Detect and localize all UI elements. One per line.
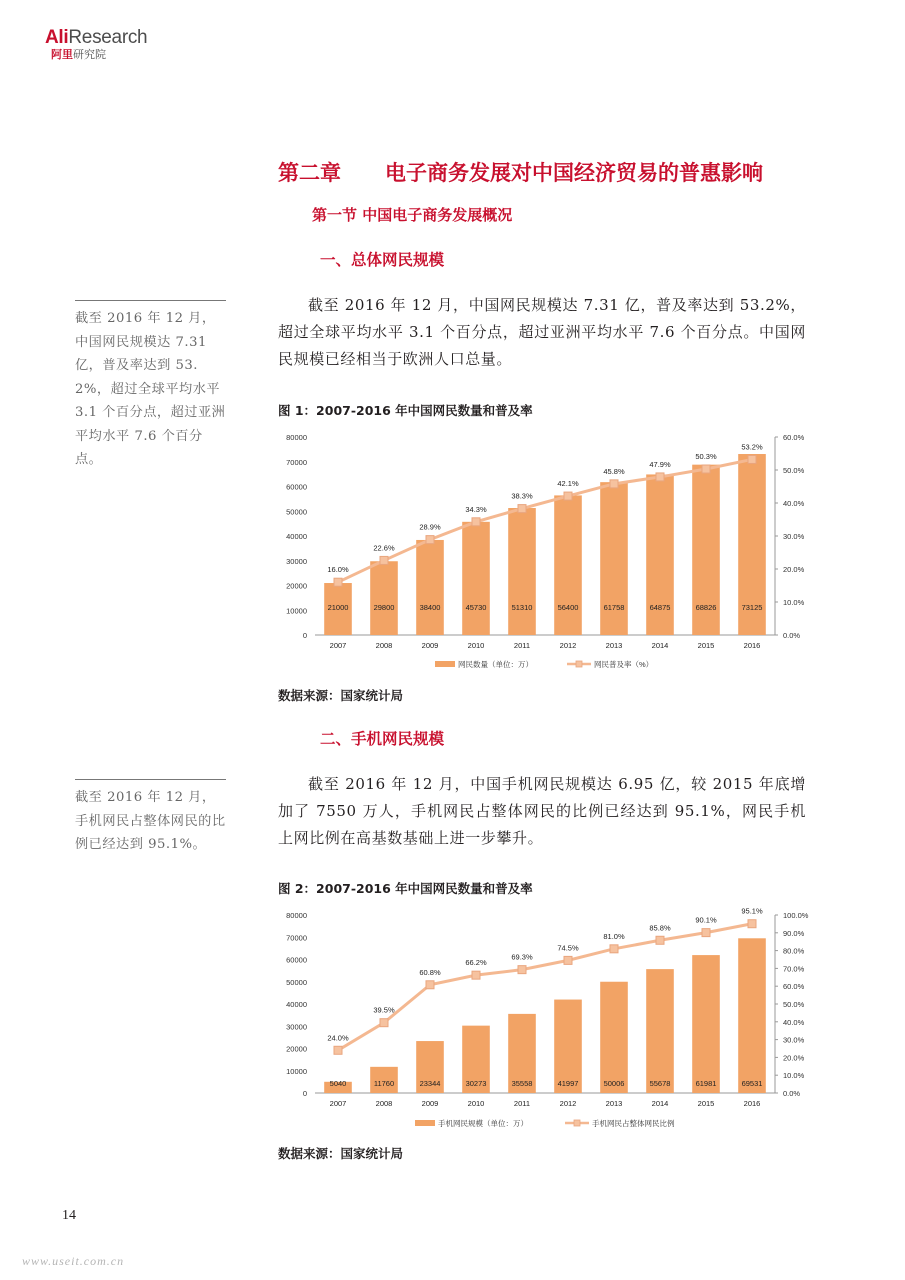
line-marker <box>518 505 526 513</box>
bar <box>600 982 628 1093</box>
bar <box>600 482 628 635</box>
y2-tick-label: 60.0% <box>783 982 805 992</box>
y2-tick-label: 0.0% <box>783 1089 801 1098</box>
y-tick-label: 0 <box>302 631 307 640</box>
y-tick-label: 50000 <box>286 977 307 987</box>
x-tick-label: 2015 <box>697 641 715 650</box>
line-value-label: 22.6% <box>373 543 395 553</box>
y2-tick-label: 40.0% <box>783 499 805 508</box>
y-tick-label: 50000 <box>286 507 307 517</box>
sidenote-1: 截至 2016 年 12 月，中国网民规模达 7.31 亿，普及率达到 53.2%，超过全球平均水平 3.1 个百分点，超过亚洲平均水平 7.6 个百分点。 <box>75 300 226 472</box>
logo-cn-gray: 研究院 <box>73 48 106 61</box>
x-tick-label: 2015 <box>697 1099 715 1108</box>
line-marker <box>380 1019 388 1027</box>
x-tick-label: 2007 <box>329 641 347 650</box>
chart-mobile-netizens <box>275 903 815 1135</box>
line-marker <box>702 465 710 473</box>
x-tick-label: 2016 <box>743 641 761 650</box>
bar <box>370 561 398 635</box>
bar-value-label: 55678 <box>649 1079 671 1088</box>
source-note-2: 数据来源：国家统计局 <box>278 1146 404 1161</box>
line-value-label: 60.8% <box>419 967 441 977</box>
y-tick-label: 10000 <box>286 606 307 616</box>
sidenote-2: 截至 2016 年 12 月，手机网民占整体网民的比例已经达到 95.1%。 <box>75 779 226 857</box>
line-value-label: 74.5% <box>557 943 579 953</box>
bar-value-label: 68826 <box>695 603 717 612</box>
bar-value-label: 64875 <box>649 603 671 612</box>
line-value-label: 24.0% <box>327 1033 349 1043</box>
bar-value-label: 29800 <box>373 603 395 612</box>
line-marker <box>426 536 434 544</box>
y-tick-label: 60000 <box>286 482 307 492</box>
chapter-heading <box>278 157 763 187</box>
y2-tick-label: 40.0% <box>783 1017 805 1027</box>
source-note-1: 数据来源：国家统计局 <box>278 688 404 703</box>
bar-value-label: 23344 <box>419 1079 441 1088</box>
bar-value-label: 61758 <box>603 603 625 612</box>
line-value-label: 47.9% <box>649 459 671 469</box>
figure-1-caption: 图 1：2007-2016 年中国网民数量和普及率 <box>278 403 533 418</box>
y2-tick-label: 0.0% <box>783 631 801 640</box>
bar-value-label: 21000 <box>327 603 349 612</box>
y-tick-label: 60000 <box>286 955 307 965</box>
y-tick-label: 20000 <box>286 1044 307 1054</box>
bar <box>554 495 582 635</box>
x-tick-label: 2013 <box>605 641 623 650</box>
legend-line-label: 手机网民占整体网民比例 <box>592 1119 675 1128</box>
bar <box>416 540 444 635</box>
bar-value-label: 61981 <box>695 1079 717 1088</box>
line-marker <box>472 518 480 526</box>
subheading-mobile-netizens: 二、手机网民规模 <box>320 730 445 748</box>
logo-ali-text: Ali <box>45 27 69 48</box>
paragraph-total-netizens: 截至 2016 年 12 月，中国网民规模达 7.31 亿，普及率达到 53.2%，超过全球平均水平 3.1 个百分点，超过亚洲平均水平 7.6 个百分点。中国网民规模已经相当于欧洲人口总量。 <box>278 296 806 368</box>
line-value-label: 66.2% <box>465 958 487 968</box>
line-value-label: 34.3% <box>465 504 487 514</box>
line-marker <box>334 578 342 586</box>
y2-tick-label: 20.0% <box>783 565 805 574</box>
line-marker <box>656 473 664 481</box>
logo-cn-red: 阿里 <box>51 48 73 61</box>
x-tick-label: 2014 <box>651 1099 669 1108</box>
y2-tick-label: 50.0% <box>783 1000 805 1009</box>
line-marker <box>702 929 710 937</box>
y2-tick-label: 100.0% <box>783 911 809 920</box>
x-tick-label: 2011 <box>513 1099 531 1108</box>
line-marker <box>748 455 756 463</box>
y-tick-label: 0 <box>302 1089 307 1098</box>
x-tick-label: 2012 <box>559 1099 577 1108</box>
legend-bar-label: 网民数量（单位：万） <box>458 660 533 669</box>
x-tick-label: 2009 <box>421 1099 439 1108</box>
legend-bar-swatch <box>435 661 455 667</box>
bar-value-label: 30273 <box>465 1079 487 1088</box>
aliresearch-logo <box>45 28 147 61</box>
chapter-title: 电子商务发展对中国经济贸易的普惠影响 <box>385 161 763 185</box>
line-marker <box>564 492 572 500</box>
y2-tick-label: 90.0% <box>783 928 805 938</box>
legend-line-marker <box>574 1120 580 1126</box>
line-marker <box>610 945 618 953</box>
x-tick-label: 2013 <box>605 1099 623 1108</box>
line-marker <box>610 480 618 488</box>
y-tick-label: 20000 <box>286 581 307 591</box>
line-marker <box>472 971 480 979</box>
y-tick-label: 40000 <box>286 1000 307 1009</box>
line-marker <box>748 920 756 928</box>
line-marker <box>334 1046 342 1054</box>
line-value-label: 16.0% <box>327 565 349 575</box>
chart-netizens <box>275 425 815 675</box>
watermark: www.useit.com.cn <box>22 1254 125 1268</box>
x-tick-label: 2016 <box>743 1099 761 1108</box>
line-marker <box>518 966 526 974</box>
legend-bar-label: 手机网民规模（单位：万） <box>438 1119 528 1128</box>
bar <box>646 969 674 1093</box>
subheading-total-netizens: 一、总体网民规模 <box>320 251 445 269</box>
logo-research-text: Research <box>68 27 148 48</box>
line-value-label: 50.3% <box>695 452 717 462</box>
x-tick-label: 2010 <box>467 1099 485 1108</box>
bar <box>738 938 766 1093</box>
x-tick-label: 2011 <box>513 641 531 650</box>
y2-tick-label: 30.0% <box>783 1035 805 1045</box>
x-tick-label: 2007 <box>329 1099 347 1108</box>
x-tick-label: 2009 <box>421 641 439 650</box>
bar-value-label: 73125 <box>741 603 763 612</box>
line-value-label: 81.0% <box>603 931 625 941</box>
y2-tick-label: 50.0% <box>783 466 805 475</box>
y2-tick-label: 10.0% <box>783 598 805 607</box>
figure-2-caption: 图 2：2007-2016 年中国网民数量和普及率 <box>278 881 533 896</box>
y2-tick-label: 20.0% <box>783 1053 805 1063</box>
line-marker <box>380 556 388 564</box>
bar-value-label: 38400 <box>419 603 441 612</box>
legend-line-label: 网民普及率（%） <box>594 660 654 669</box>
y2-tick-label: 10.0% <box>783 1071 805 1081</box>
bar <box>692 955 720 1093</box>
line-value-label: 39.5% <box>373 1005 395 1015</box>
line-value-label: 85.8% <box>649 923 671 933</box>
line-value-label: 95.1% <box>741 906 763 916</box>
line-marker <box>426 981 434 989</box>
y2-tick-label: 60.0% <box>783 433 805 442</box>
x-tick-label: 2014 <box>651 641 669 650</box>
bar <box>508 508 536 635</box>
bar-value-label: 5040 <box>329 1079 347 1088</box>
chapter-number: 第二章 <box>278 161 341 185</box>
y-tick-label: 80000 <box>286 433 307 442</box>
bar-value-label: 11760 <box>373 1079 395 1088</box>
bar-value-label: 56400 <box>557 603 579 612</box>
y-tick-label: 30000 <box>286 1022 307 1032</box>
bar-value-label: 51310 <box>511 603 533 612</box>
bar-value-label: 45730 <box>465 603 487 612</box>
line-series <box>338 924 752 1051</box>
paragraph-mobile-netizens: 截至 2016 年 12 月，中国手机网民规模达 6.95 亿，较 2015 年底增加了 7550 万人，手机网民占整体网民的比例已经达到 95.1%，网民手机上网比例在高基数基础上进一步攀升。 <box>278 775 806 847</box>
y-tick-label: 10000 <box>286 1066 307 1076</box>
bar-value-label: 50006 <box>603 1079 625 1088</box>
y2-tick-label: 30.0% <box>783 532 805 541</box>
x-tick-label: 2008 <box>375 641 393 650</box>
line-value-label: 42.1% <box>557 479 579 489</box>
bar-value-label: 69531 <box>741 1079 763 1088</box>
section-heading: 第一节 中国电子商务发展概况 <box>312 206 513 224</box>
line-value-label: 28.9% <box>419 522 441 532</box>
line-marker <box>564 956 572 964</box>
line-value-label: 45.8% <box>603 466 625 476</box>
bar-value-label: 41997 <box>557 1079 579 1088</box>
x-tick-label: 2010 <box>467 641 485 650</box>
line-value-label: 38.3% <box>511 491 533 501</box>
line-series <box>338 459 752 582</box>
y2-tick-label: 70.0% <box>783 964 805 974</box>
line-value-label: 90.1% <box>695 915 717 925</box>
bar-value-label: 35558 <box>511 1079 533 1088</box>
legend-bar-swatch <box>415 1120 435 1126</box>
y-tick-label: 30000 <box>286 556 307 566</box>
line-marker <box>656 936 664 944</box>
y-tick-label: 70000 <box>286 457 307 467</box>
legend-line-marker <box>576 661 582 667</box>
y-tick-label: 70000 <box>286 933 307 943</box>
y-tick-label: 40000 <box>286 532 307 541</box>
line-value-label: 69.3% <box>511 952 533 962</box>
y2-tick-label: 80.0% <box>783 946 805 956</box>
x-tick-label: 2012 <box>559 641 577 650</box>
bar <box>462 522 490 635</box>
line-value-label: 53.2% <box>741 442 763 452</box>
page-number: 14 <box>62 1208 76 1223</box>
y-tick-label: 80000 <box>286 911 307 920</box>
x-tick-label: 2008 <box>375 1099 393 1108</box>
